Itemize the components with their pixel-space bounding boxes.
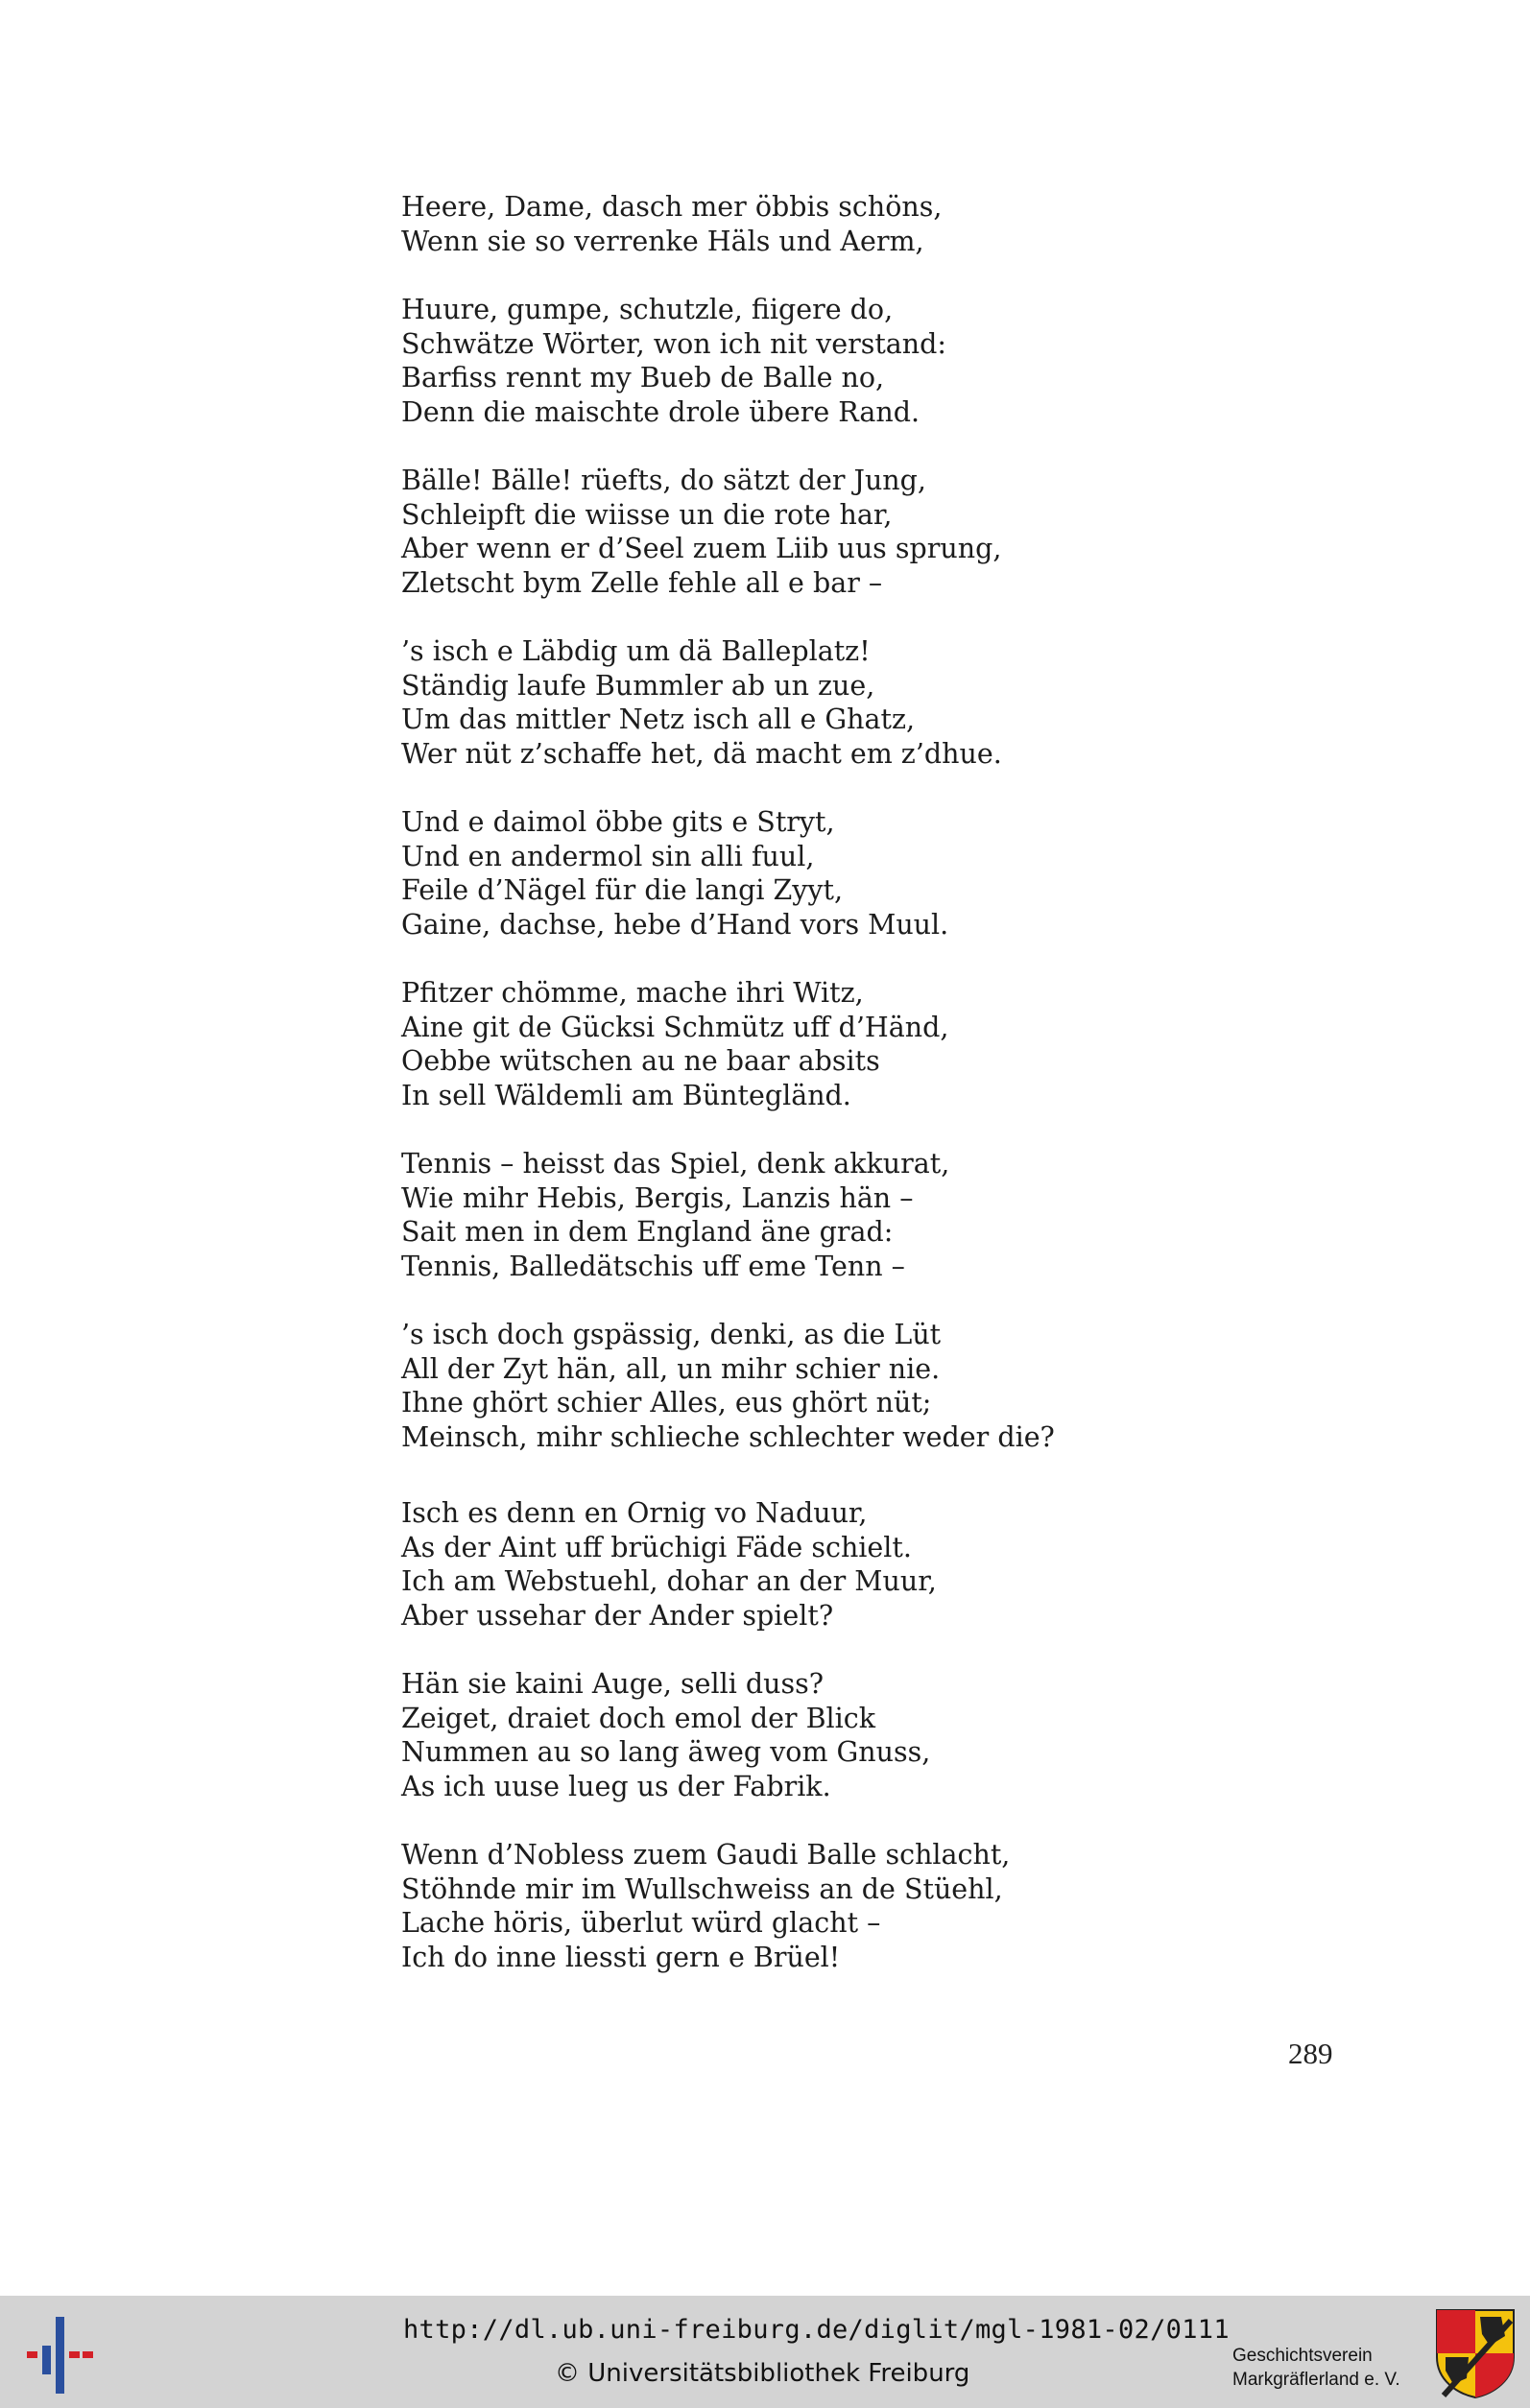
poem-line: Meinsch, mihr schlieche schlechter weder die? bbox=[401, 1420, 1055, 1453]
poem-line: Nummen au so lang äweg vom Gnuss, bbox=[401, 1736, 931, 1768]
stanza bbox=[401, 1667, 1073, 1803]
stanza bbox=[401, 1838, 1073, 1974]
poem-line: Schleipft die wiisse un die rote har, bbox=[401, 498, 893, 531]
poem-line: ’s isch doch gspässig, denki, as die Lüt bbox=[401, 1319, 942, 1350]
poem-line: Und e daimol öbbe gits e Stryt, bbox=[401, 806, 835, 838]
poem-line: Sait men in dem England äne grad: bbox=[401, 1216, 894, 1248]
poem-line: As der Aint uff brüchigi Fäde schielt. bbox=[401, 1531, 912, 1563]
stanza bbox=[401, 1496, 1073, 1633]
poem-line: Um das mittler Netz isch all e Ghatz, bbox=[401, 703, 916, 735]
ub-freiburg-logo-icon bbox=[21, 2309, 98, 2397]
poem-line: Stöhnde mir im Wullschweiss an de Stüehl, bbox=[401, 1872, 1003, 1905]
poem-line: Gaine, dachse, hebe d’Hand vors Muul. bbox=[401, 908, 949, 941]
stanza bbox=[401, 190, 1073, 258]
poem-line: Wenn d’Nobless zuem Gaudi Balle schlacht, bbox=[401, 1839, 1011, 1871]
poem-line: Pfitzer chömme, mache ihri Witz, bbox=[401, 977, 864, 1009]
poem-line: All der Zyt hän, all, un mihr schier nie. bbox=[401, 1352, 941, 1385]
poem-line: Barfiss rennt my Bueb de Balle no, bbox=[401, 362, 885, 393]
poem-line: Ständig laufe Bummler ab un zue, bbox=[401, 669, 875, 702]
poem-line: Aine git de Gücksi Schmütz uff d’Händ, bbox=[401, 1011, 949, 1043]
stanza bbox=[401, 634, 1073, 771]
poem-line: Aber ussehar der Ander spielt? bbox=[401, 1599, 834, 1632]
poem-line: Denn die maischte drole übere Rand. bbox=[401, 395, 920, 428]
poem-line: As ich uuse lueg us der Fabrik. bbox=[401, 1770, 831, 1802]
poem-line: ’s isch e Läbdig um dä Balleplatz! bbox=[401, 635, 871, 667]
poem-line: Zeiget, draiet doch emol der Blick bbox=[401, 1702, 876, 1734]
poem-line: Bälle! Bälle! rüefts, do sätzt der Jung, bbox=[401, 465, 926, 496]
poem-line: Ihne ghört schier Alles, eus ghört nüt; bbox=[401, 1387, 932, 1419]
poem-line: Wie mihr Hebis, Bergis, Lanzis hän – bbox=[401, 1181, 914, 1214]
document-url-link[interactable]: http://dl.ub.uni-freiburg.de/diglit/mgl-1981-02/0111 bbox=[403, 2315, 1230, 2345]
poem-line: Ich do inne liessti gern e Brüel! bbox=[401, 1941, 841, 1973]
stanza bbox=[401, 1147, 1073, 1283]
poem-line: Zletscht bym Zelle fehle all e bar – bbox=[401, 566, 883, 599]
poem-line: Lache höris, überlut würd glacht – bbox=[401, 1907, 881, 1939]
poem-line: Und en andermol sin alli fuul, bbox=[401, 840, 815, 872]
stanza bbox=[401, 293, 1073, 429]
poem-line: Huure, gumpe, schutzle, fiigere do, bbox=[401, 294, 894, 325]
poem-line: Isch es denn en Ornig vo Naduur, bbox=[401, 1497, 868, 1529]
poem-line: Tennis – heisst das Spiel, denk akkurat, bbox=[401, 1148, 950, 1180]
copyright-text: © Universitätsbibliothek Freiburg bbox=[555, 2359, 970, 2388]
footer-bar bbox=[0, 2296, 1530, 2408]
poem-line: Aber wenn er d’Seel zuem Liib uus sprung, bbox=[401, 533, 1002, 564]
society-name-line1: Geschichtsverein bbox=[1232, 2346, 1373, 2366]
poem-line: Hän sie kaini Auge, selli duss? bbox=[401, 1668, 825, 1700]
coat-of-arms-icon bbox=[1434, 2307, 1517, 2399]
poem-line: Ich am Webstuehl, dohar an der Muur, bbox=[401, 1565, 937, 1597]
stanza bbox=[401, 1318, 1073, 1454]
poem-line: Heere, Dame, dasch mer öbbis schöns, bbox=[401, 191, 943, 223]
poem-line: Wenn sie so verrenke Häls und Aerm, bbox=[401, 225, 924, 257]
society-name bbox=[1232, 2344, 1400, 2392]
stanza bbox=[401, 464, 1073, 600]
poem-line: Wer nüt z’schaffe het, dä macht em z’dhue. bbox=[401, 737, 1002, 770]
poem-line: In sell Wäldemli am Büntegländ. bbox=[401, 1079, 851, 1111]
poem bbox=[401, 190, 1073, 2009]
poem-line: Schwätze Wörter, won ich nit verstand: bbox=[401, 327, 946, 360]
stanza bbox=[401, 805, 1073, 942]
poem-line: Tennis, Balledätschis uff eme Tenn – bbox=[401, 1250, 905, 1282]
page-number: 289 bbox=[1288, 2037, 1333, 2070]
poem-line: Oebbe wütschen au ne baar absits bbox=[401, 1045, 880, 1077]
poem-line: Feile d’Nägel für die langi Zyyt, bbox=[401, 874, 844, 906]
society-name-line2: Markgräflerland e. V. bbox=[1232, 2370, 1400, 2390]
stanza bbox=[401, 976, 1073, 1112]
